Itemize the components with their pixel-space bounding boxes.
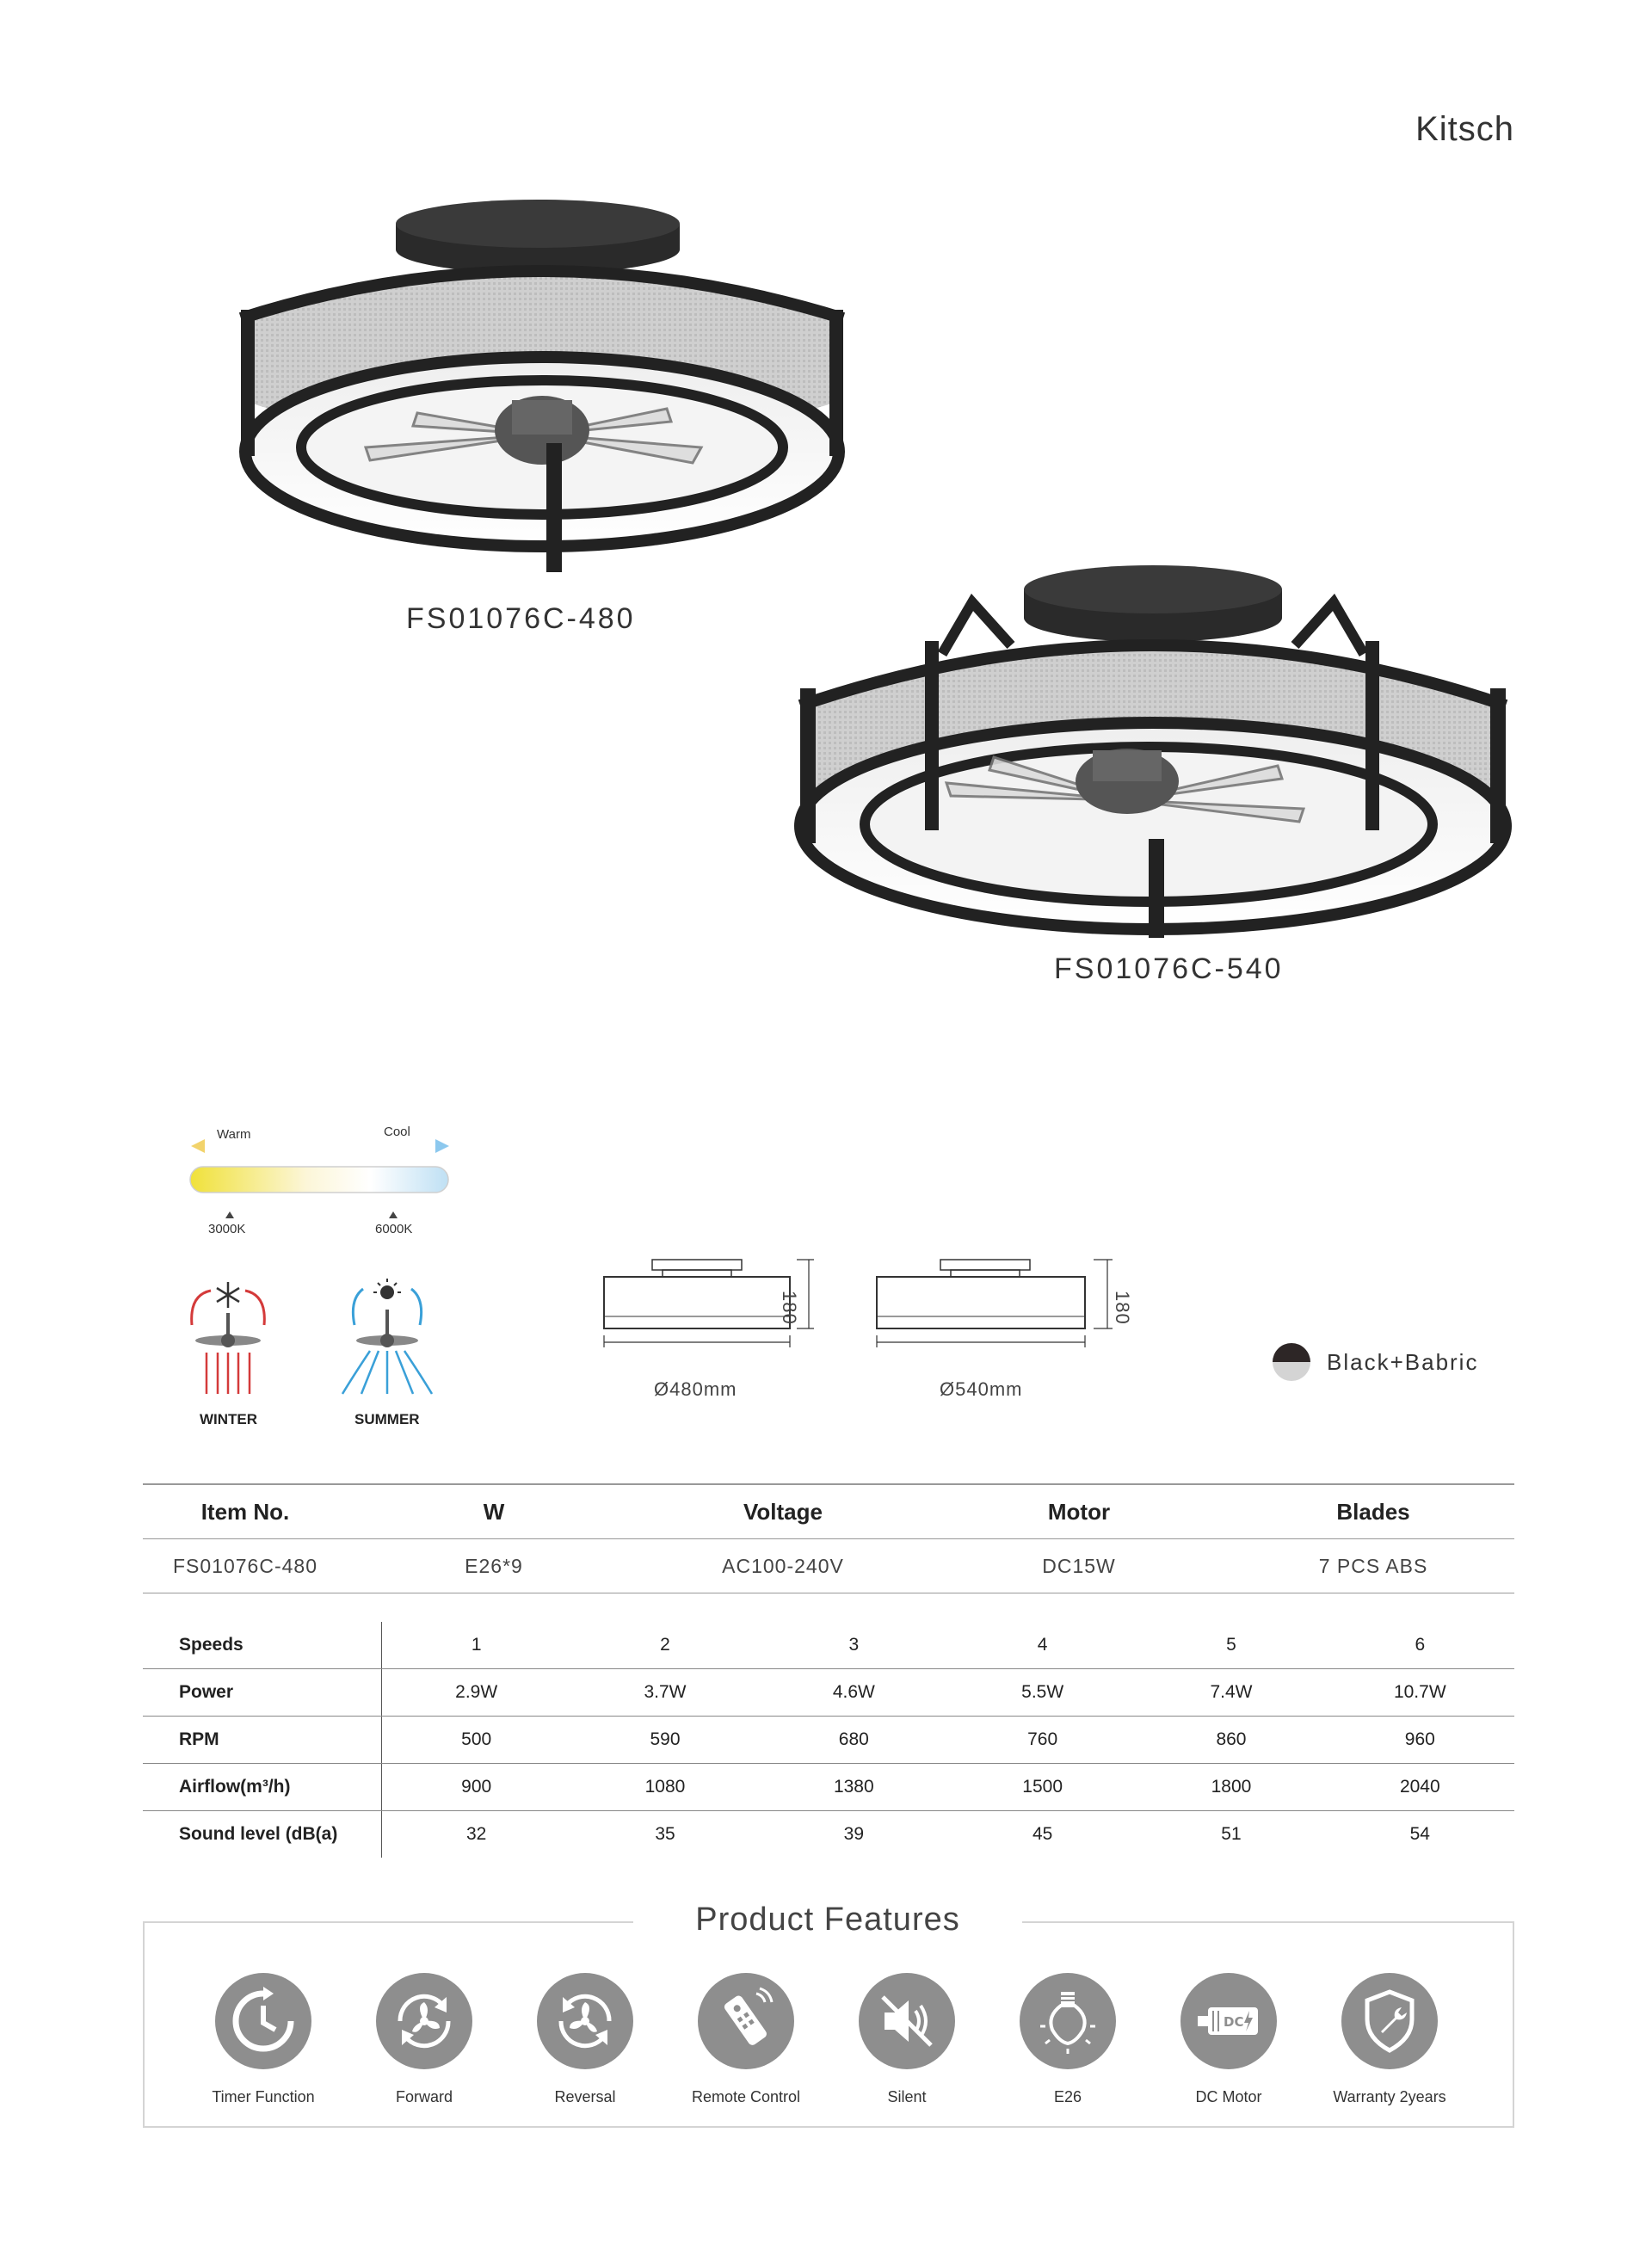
perf-value: 860 [1216, 1729, 1247, 1749]
perf-value: 760 [1027, 1729, 1058, 1749]
perf-row-airflow [143, 1764, 1514, 1811]
warranty-icon [1341, 1973, 1438, 2069]
spec-cell-item-no: FS01076C-480 [173, 1554, 317, 1577]
perf-value: 1800 [1211, 1777, 1252, 1797]
perf-value: 39 [843, 1824, 864, 1844]
spec-header-row [143, 1483, 1514, 1539]
perf-value: 5.5W [1021, 1682, 1064, 1702]
feature-timer [182, 1973, 344, 2106]
perf-value: 3 [848, 1635, 860, 1655]
perf-value: 7.4W [1210, 1682, 1253, 1702]
feature-label: DC Motor [1195, 2088, 1262, 2105]
spec-header-item-no: Item No. [200, 1498, 290, 1525]
perf-value: 590 [650, 1729, 681, 1749]
perf-value: 45 [1032, 1824, 1053, 1844]
perf-value: 4 [1037, 1635, 1048, 1655]
feature-silent [826, 1973, 988, 2106]
feature-label: Reversal [554, 2088, 616, 2105]
diameter-label-540: Ø540mm [940, 1378, 1023, 1400]
dc-motor-icon [1180, 1973, 1277, 2069]
perf-value: 1500 [1022, 1777, 1063, 1797]
finish-swatch [1272, 1342, 1311, 1382]
finish-label: Black+Babric [1327, 1349, 1479, 1375]
perf-value: 10.7W [1393, 1682, 1446, 1702]
reversal-icon [537, 1973, 633, 2069]
spec-cell-voltage: AC100-240V [722, 1554, 844, 1577]
dc-motor-badge: DC [1224, 2014, 1244, 2030]
perf-value: 4.6W [832, 1682, 875, 1702]
spec-header-motor: Motor [1047, 1498, 1111, 1525]
spec-cell-motor: DC15W [1042, 1554, 1116, 1577]
perf-value: 5 [1226, 1635, 1236, 1655]
perf-value: 680 [838, 1729, 869, 1749]
product-image-540 [787, 551, 1519, 946]
feature-reversal [504, 1973, 666, 2106]
feature-remote [665, 1973, 827, 2106]
feature-label: Silent [887, 2088, 927, 2105]
perf-value: 900 [461, 1777, 492, 1797]
feature-label: Remote Control [691, 2088, 801, 2105]
winter-label: WINTER [200, 1411, 258, 1427]
spec-header-w: W [483, 1498, 505, 1525]
tick-3000k [225, 1211, 234, 1218]
feature-label: Warranty 2years [1333, 2088, 1446, 2105]
summer-label: SUMMER [354, 1411, 420, 1427]
feature-forward [343, 1973, 505, 2106]
product-image-480 [219, 189, 873, 585]
model-label-540: FS01076C-540 [1054, 952, 1284, 985]
perf-value: 32 [465, 1824, 487, 1844]
cool-label: Cool [384, 1125, 410, 1139]
timer-icon [215, 1973, 311, 2069]
perf-label: RPM [143, 1717, 382, 1763]
label-6000k: 6000K [375, 1222, 413, 1236]
spec-cell-w: E26*9 [465, 1554, 523, 1577]
feature-label: Timer Function [212, 2088, 315, 2105]
summer-mode-icon [336, 1273, 439, 1402]
dimension-drawing-540 [865, 1256, 1123, 1385]
perf-value: 1 [471, 1635, 482, 1655]
silent-icon [859, 1973, 955, 2069]
bulb-icon [1020, 1973, 1116, 2069]
perf-label: Power [143, 1669, 382, 1716]
perf-value: 2040 [1399, 1777, 1440, 1797]
height-label-540: 180 [1112, 1291, 1133, 1325]
spec-header-blades: Blades [1336, 1498, 1410, 1525]
perf-value: 1080 [644, 1777, 686, 1797]
perf-value: 51 [1221, 1824, 1242, 1844]
perf-value: 6 [1415, 1635, 1426, 1655]
spec-header-voltage: Voltage [743, 1498, 823, 1525]
model-label-480: FS01076C-480 [406, 602, 636, 635]
feature-dc-motor [1148, 1973, 1310, 2106]
perf-row-speeds [143, 1622, 1514, 1669]
features-title: Product Features [633, 1902, 1022, 1939]
spec-cell-blades: 7 PCS ABS [1318, 1554, 1428, 1577]
perf-value: 2.9W [455, 1682, 498, 1702]
height-label-480: 180 [779, 1291, 800, 1325]
winter-mode-icon [176, 1273, 280, 1402]
warm-label: Warm [217, 1127, 251, 1142]
perf-value: 500 [461, 1729, 492, 1749]
remote-control-icon [698, 1973, 794, 2069]
perf-value: 960 [1404, 1729, 1435, 1749]
color-temperature-bar [188, 1134, 454, 1194]
spec-table [143, 1483, 1514, 1593]
perf-row-rpm [143, 1717, 1514, 1764]
perf-label: Airflow(m³/h) [143, 1764, 382, 1810]
perf-value: 54 [1409, 1824, 1430, 1844]
label-3000k: 3000K [208, 1222, 246, 1236]
perf-row-power [143, 1669, 1514, 1717]
feature-label: Forward [395, 2088, 453, 2105]
perf-value: 3.7W [644, 1682, 687, 1702]
perf-label: Speeds [143, 1622, 382, 1668]
tick-6000k [389, 1211, 398, 1218]
diameter-label-480: Ø480mm [654, 1378, 737, 1400]
perf-value: 1380 [833, 1777, 874, 1797]
perf-value: 2 [660, 1635, 670, 1655]
performance-table [143, 1622, 1514, 1858]
brand-name: Kitsch [1415, 110, 1514, 148]
perf-value: 35 [655, 1824, 675, 1844]
feature-e26 [987, 1973, 1149, 2106]
forward-icon [376, 1973, 472, 2069]
perf-label: Sound level (dB(a) [143, 1811, 382, 1858]
spec-row [143, 1539, 1514, 1593]
perf-row-sound [143, 1811, 1514, 1858]
swatch-top [1273, 1343, 1310, 1362]
feature-label: E26 [1053, 2088, 1082, 2105]
swatch-bottom [1273, 1362, 1310, 1381]
feature-warranty [1309, 1973, 1470, 2106]
